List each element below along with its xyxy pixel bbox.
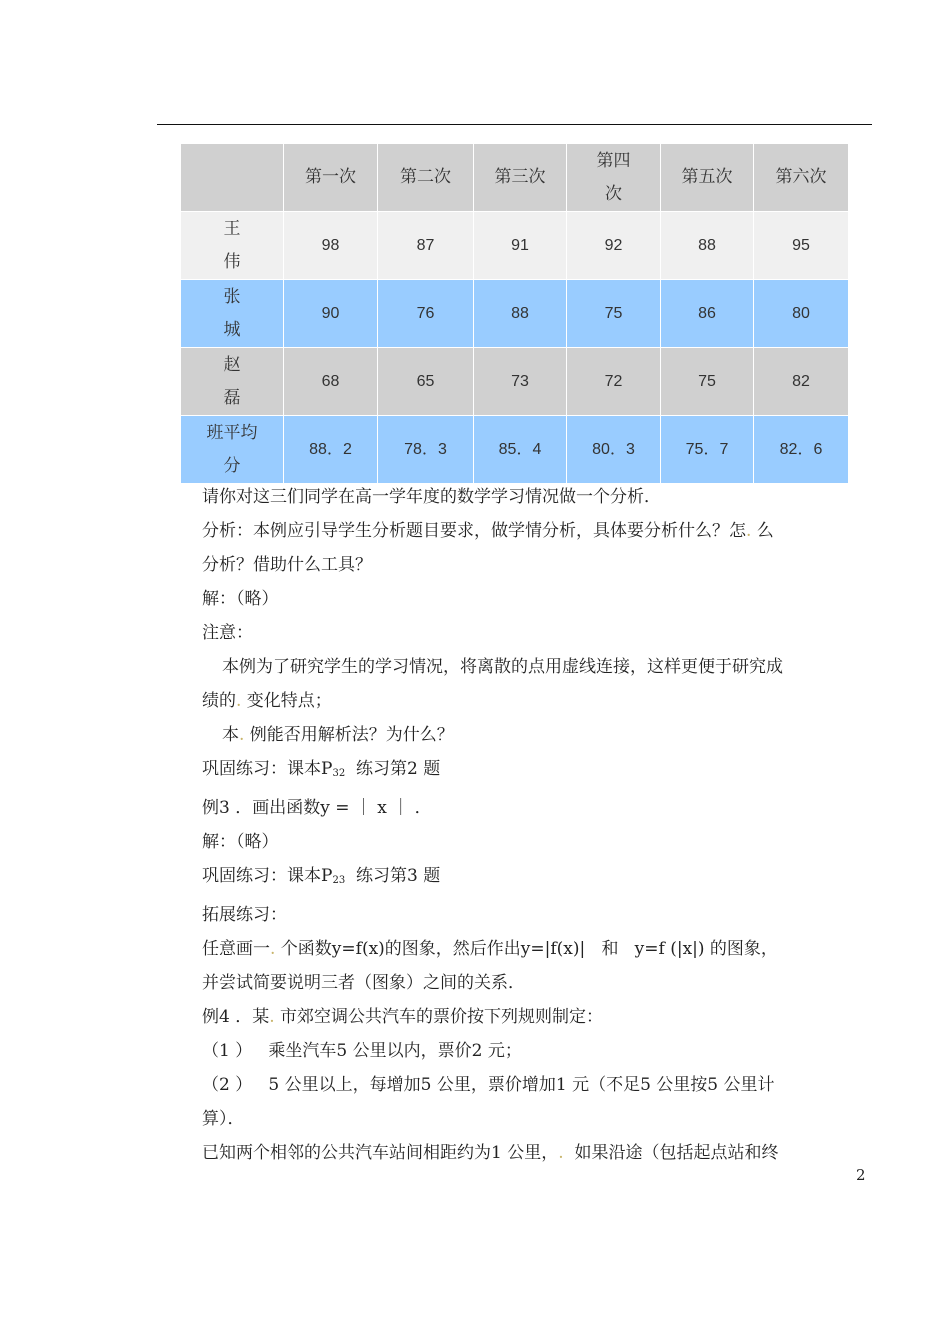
score-cell: 75 [661,348,754,416]
text-line: 分析？借助什么工具？ [202,555,372,575]
average-cell: 80．3 [567,416,661,484]
score-cell: 88 [661,212,754,280]
text-line: 分析：本例应引导学生分析题目要求，做学情分析，具体要分析什么？怎. 么 [202,521,774,541]
score-cell: 87 [378,212,474,280]
table-row [181,280,849,348]
score-cell: 80 [754,280,849,348]
average-cell: 85．4 [474,416,567,484]
average-cell: 88．2 [284,416,378,484]
text-line: 并尝试简要说明三者（图象）之间的关系． [202,973,525,993]
score-cell: 76 [378,280,474,348]
text-line: 巩固练习：课本$P_{32}$ 练习第2 题 [202,759,441,779]
score-cell: 98 [284,212,378,280]
score-cell: 90 [284,280,378,348]
body-text [202,480,872,1170]
header-cell-3: 第三次 [474,144,567,212]
text-line: （2 ） 5 公里以上，每增加5 公里，票价增加1 元（不足5 公里按5 公里计 [202,1075,775,1095]
average-cell: 75．7 [661,416,754,484]
text-line: 拓展练习： [202,905,287,925]
header-cell-empty [181,144,284,212]
row-name: 赵磊 [181,348,284,416]
text-line: 请你对这三们同学在高一学年度的数学学习情况做一个分析． [202,487,661,507]
score-table [180,143,849,484]
text-line: 算）． [202,1109,245,1129]
score-cell: 95 [754,212,849,280]
header-cell-6: 第六次 [754,144,849,212]
header-cell-2: 第二次 [378,144,474,212]
table-row [181,348,849,416]
average-cell: 78．3 [378,416,474,484]
text-line: 解：（略） [202,832,279,852]
row-name: 班平均分 [181,416,284,484]
text-line: 注意： [202,623,253,643]
text-line: 任意画一. 个函数y=f(x)的图象，然后作出y=|f(x)| 和 y=f (|x|) 的图象， [202,939,778,959]
text-line: 已知两个相邻的公共汽车站间相距约为1 公里，. 如果沿途（包括起点站和终 [202,1143,779,1163]
text-line: 解：（略） [202,589,279,609]
score-cell: 82 [754,348,849,416]
table-header-row [181,144,849,212]
header-rule [157,124,872,125]
table-row [181,212,849,280]
text-line: 绩的. 变化特点； [202,691,332,711]
page-number: 2 [856,1166,866,1184]
score-cell: 65 [378,348,474,416]
text-line: 本例为了研究学生的学习情况，将离散的点用虚线连接，这样更便于研究成 [222,657,783,677]
header-cell-5: 第五次 [661,144,754,212]
header-cell-4: 第四次 [567,144,661,212]
score-cell: 88 [474,280,567,348]
score-cell: 72 [567,348,661,416]
table-row-average [181,416,849,484]
row-name: 张城 [181,280,284,348]
average-cell: 82．6 [754,416,849,484]
text-line: （1 ） 乘坐汽车5 公里以内，票价2 元； [202,1041,522,1061]
score-cell: 91 [474,212,567,280]
header-cell-1: 第一次 [284,144,378,212]
score-cell: 75 [567,280,661,348]
score-cell: 68 [284,348,378,416]
text-line: 例3 ．画出函数y = ｜ x ｜ ． [202,798,432,818]
row-name: 王伟 [181,212,284,280]
text-line: 本. 例能否用解析法？为什么？ [222,725,454,745]
score-cell: 73 [474,348,567,416]
text-line: 巩固练习：课本$P_{23}$ 练习第3 题 [202,866,441,886]
score-cell: 92 [567,212,661,280]
score-cell: 86 [661,280,754,348]
text-line: 例4 ．某. 市郊空调公共汽车的票价按下列规则制定： [202,1007,604,1027]
